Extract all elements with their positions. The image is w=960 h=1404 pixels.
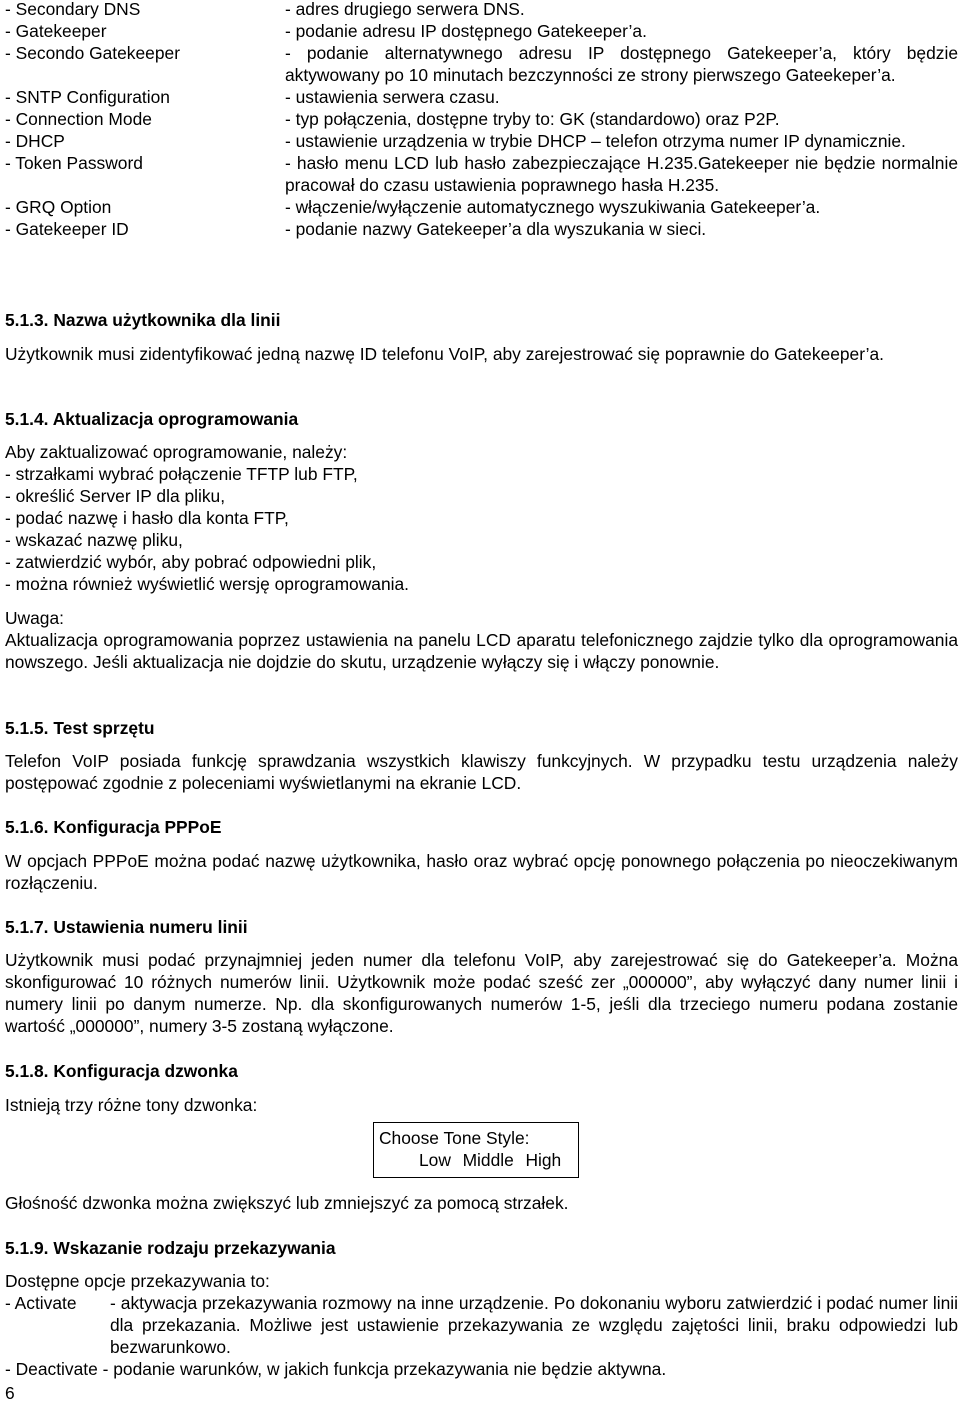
definition-row [5, 196, 958, 218]
definition-desc: - hasło menu LCD lub hasło zabezpieczające H.235.Gatekeeper nie będzie normalnie pracował do czasu ustawienia poprawnego hasła H.235. [285, 153, 958, 195]
update-step: - podać nazwę i hasło dla konta FTP, [5, 508, 289, 528]
section-text-513: Użytkownik musi zidentyfikować jedną nazwę ID telefonu VoIP, aby zarejestrować się poprawnie do Gatekeeper’a. [5, 344, 885, 364]
definition-term: - DHCP [5, 131, 65, 151]
update-steps [5, 441, 958, 595]
settings-definition-list [5, 0, 958, 240]
section-heading-515: 5.1.5. Test sprzętu [5, 718, 155, 738]
definition-term: - Gatekeeper ID [5, 219, 129, 239]
definition-desc: - ustawienia serwera czasu. [285, 87, 500, 107]
section-heading-514: 5.1.4. Aktualizacja oprogramowania [5, 409, 299, 429]
definition-desc: - podanie nazwy Gatekeeper’a dla wyszukania w sieci. [285, 219, 707, 239]
section-after-518: Głośność dzwonka można zwiększyć lub zmniejszyć za pomocą strzałek. [5, 1193, 569, 1213]
definition-desc: - typ połączenia, dostępne tryby to: GK (standardowo) oraz P2P. [285, 109, 780, 129]
section-text-517: Użytkownik musi podać przynajmniej jeden numer dla telefonu VoIP, aby zarejestrować się do Gatekeeper’a. Można skonfigurować 10 różnych numerów linii. Użytkownik może podać sześć zer „000000”, aby wyłączyć dany numer linii i numery linii po danym numerze. Np. dla skonfigurowanych numerów 1-5, jeśli dla trzeciego numeru podana zostanie wartość „000000”, numery 3-5 zostaną wyłączone. [5, 950, 958, 1036]
section-intro-518: Istnieją trzy różne tony dzwonka: [5, 1095, 258, 1115]
section-heading-516: 5.1.6. Konfiguracja PPPoE [5, 817, 222, 837]
definition-term: - Token Password [5, 153, 143, 173]
activate-term: - Activate [5, 1293, 77, 1313]
definition-desc: - włączenie/wyłączenie automatycznego wyszukiwania Gatekeeper’a. [285, 197, 821, 217]
definition-desc: - ustawienie urządzenia w trybie DHCP – telefon otrzyma numer IP dynamicznie. [285, 131, 906, 151]
deactivate-option: - Deactivate - podanie warunków, w jakich funkcja przekazywania nie będzie aktywna. [5, 1359, 667, 1379]
tone-box-options: Low Middle High [419, 1150, 562, 1170]
section-heading-518: 5.1.8. Konfiguracja dzwonka [5, 1061, 238, 1081]
definition-row [5, 218, 958, 240]
definition-term: - Connection Mode [5, 109, 152, 129]
definition-row [5, 108, 958, 130]
activate-desc: - aktywacja przekazywania rozmowy na inne urządzenie. Po dokonaniu wyboru zatwierdzić i podać numer linii dla przekazania. Możliwe jest ustawienie przekazywania ze względu zajętości linii, braku odpowiedzi lub bezwarunkowo. [110, 1293, 958, 1357]
definition-term: - SNTP Configuration [5, 87, 170, 107]
definition-row [5, 42, 958, 86]
update-step: - zatwierdzić wybór, aby pobrać odpowiedni plik, [5, 552, 377, 572]
tone-box-title: Choose Tone Style: [379, 1128, 530, 1148]
definition-term: - Secondo Gatekeeper [5, 43, 180, 63]
update-step: - strzałkami wybrać połączenie TFTP lub FTP, [5, 464, 358, 484]
update-step: - wskazać nazwę pliku, [5, 530, 183, 550]
definition-term: - Secondary DNS [5, 0, 141, 19]
definition-row [5, 152, 958, 196]
section-heading-517: 5.1.7. Ustawienia numeru linii [5, 917, 248, 937]
definition-desc: - podanie adresu IP dostępnego Gatekeeper’a. [285, 21, 647, 41]
section-heading-519: 5.1.9. Wskazanie rodzaju przekazywania [5, 1238, 336, 1258]
note-text: Aktualizacja oprogramowania poprzez ustawienia na panelu LCD aparatu telefonicznego zajdzie tylko dla oprogramowania nowszego. Jeśli aktualizacja nie dojdzie do skutu, urządzenie wyłączy się i włączy ponownie. [5, 630, 958, 672]
definition-term: - Gatekeeper [5, 21, 107, 41]
definition-row [5, 86, 958, 108]
section-heading-513: 5.1.3. Nazwa użytkownika dla linii [5, 310, 281, 330]
forwarding-options [5, 1270, 958, 1380]
update-note [5, 607, 958, 673]
section-text-515: Telefon VoIP posiada funkcję sprawdzania wszystkich klawiszy funkcyjnych. W przypadku testu urządzenia należy postępować zgodnie z poleceniami wyświetlanymi na ekranie LCD. [5, 751, 958, 793]
definition-row [5, 0, 958, 20]
update-step: - określić Server IP dla pliku, [5, 486, 226, 506]
forwarding-intro: Dostępne opcje przekazywania to: [5, 1271, 270, 1291]
definition-row [5, 20, 958, 42]
definition-row [5, 130, 958, 152]
note-label: Uwaga: [5, 608, 64, 628]
update-intro: Aby zaktualizować oprogramowanie, należy: [5, 442, 348, 462]
section-text-516: W opcjach PPPoE można podać nazwę użytkownika, hasło oraz wybrać opcję ponownego połączenia po nieoczekiwanym rozłączeniu. [5, 851, 958, 893]
update-step: - można również wyświetlić wersję oprogramowania. [5, 574, 409, 594]
definition-term: - GRQ Option [5, 197, 112, 217]
activate-option [5, 1292, 958, 1358]
definition-desc: - adres drugiego serwera DNS. [285, 0, 525, 19]
definition-desc: - podanie alternatywnego adresu IP dostępnego Gatekeeper’a, który będzie aktywowany po 10 minutach bezczynności ze strony pierwszego Gateekeper’a. [285, 43, 958, 85]
tone-style-box [373, 1122, 579, 1178]
page-number: 6 [5, 1383, 15, 1403]
